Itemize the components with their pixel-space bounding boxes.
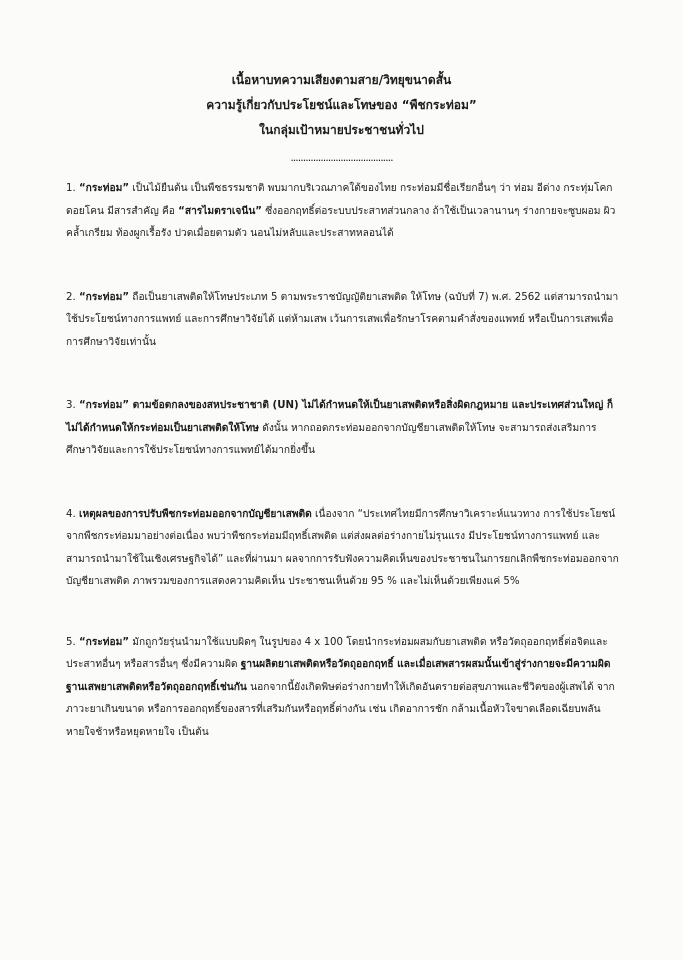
bold-term: “กระท่อม” (78, 636, 130, 648)
paragraph-text: มักถูกวัยรุ่นนำมาใช้แบบผิดๆ ในรูปของ 4 x 100 โดยนำกระท่อมผสมกับยาเสพติด หรือวัตถุออกฤทธิ์ต่อจิตและประสาทอื่นๆ หรือสารอื่นๆ ซึ่งมีความผิด (66, 636, 608, 670)
bold-statement: “กระท่อม” ตามข้อตกลงของสหประชาชาติ (UN) ไม่ได้กำหนดให้เป็นยาเสพติดหรือสิ่งผิดกฎหมาย และประเทศส่วนใหญ่ ก็ไม่ได้กำหนดให้กระท่อมเป็นยาเสพติดให้โทษ (66, 400, 613, 434)
paragraph-text: เนื่องจาก “ประเทศไทยมีการศึกษาวิเคราะห์แนวทาง การใช้ประโยชน์จากพืชกระท่อมมาอย่างต่อเนื่อง พบว่าพืชกระท่อมมีฤทธิ์เสพติด แต่ส่งผลต่อร่างกายไม่รุนแรง มีประโยชน์ทางการแพทย์ และสามารถนำมาใช้ในเชิงเศรษฐกิจได้” และที่ผ่านมา ผลจากการรับฟังความคิดเห็นของประชาชนในการยกเลิกพืชกระท่อมออกจากบัญชียาเสพติด ภาพรวมของการแสดงความคิดเห็น ประชาชนเห็นด้วย 95 % และไม่เห็นด้วยเพียงแค่ 5% (66, 508, 619, 587)
paragraph-4 (66, 504, 620, 594)
paragraph-number: 3. (66, 400, 79, 411)
paragraph-number: 4. (66, 508, 79, 520)
header-subtitle: ความรู้เกี่ยวกับประโยชน์และโทษของ “พืชกระท่อม” (206, 98, 477, 112)
document-body (66, 178, 620, 785)
bold-term: “สารไมตราเจนีน” (178, 205, 262, 217)
paragraph-2 (66, 287, 620, 355)
paragraph-text: เป็นไม้ยืนต้น เป็นพืชธรรมชาติ พบมากบริเวณภาคใต้ของไทย กระท่อมมีชื่อเรียกอื่นๆ ว่า ท่อม อีด่าง กระทุ่มโคก ดอยโคน มีสารสำคัญ คือ (66, 183, 613, 217)
paragraph-5 (66, 632, 620, 745)
paragraph-text: ถือเป็นยาเสพติดให้โทษประเภท 5 ตามพระราชบัญญัติยาเสพติด ให้โทษ (ฉบับที่ 7) พ.ศ. 2562 แต่สามารถนำมาใช้ประโยชน์ทางการแพทย์ และการศึกษาวิจัยได้ แต่ห้ามเสพ เว้นการเสพเพื่อรักษาโรคตามคำสั่งของแพทย์ หรือเป็นการเสพเพื่อการศึกษาวิจัยเท่านั้น (66, 291, 619, 348)
dotted-divider: ......................................... (290, 151, 393, 164)
paragraph-number: 2. (66, 291, 79, 303)
paragraph-1 (66, 178, 620, 246)
header-target-group: ในกลุ่มเป้าหมายประชาชนทั่วไป (259, 123, 424, 137)
paragraph-3 (66, 395, 620, 463)
paragraph-text: ดังนั้น หากถอดกระท่อมออกจากบัญชียาเสพติดให้โทษ จะสามารถส่งเสริมการศึกษาวิจัยและการใช้ประโยชน์ทางการแพทย์ได้มากยิ่งขึ้น (66, 422, 597, 456)
document-header (0, 68, 683, 167)
bold-term: “กระท่อม” (78, 183, 130, 194)
header-title: เนื้อหาบทความเสียงตามสาย/วิทยุขนาดสั้น (231, 73, 452, 87)
bold-term: “กระท่อม” (78, 291, 130, 303)
paragraph-text: นอกจากนี้ยังเกิดพิษต่อร่างกายทำให้เกิดอันตรายต่อสุขภาพและชีวิตของผู้เสพได้ จากภาวะยาเกินขนาด หรือการออกฤทธิ์ของสารที่เสริมกันหรือฤทธิ์ต่างกัน เช่น เกิดอาการชัก กล้ามเนื้อหัวใจขาดเลือดเฉียบพลัน หายใจช้าหรือหยุดหายใจ เป็นต้น (66, 681, 615, 738)
bold-statement: ฐานผลิตยาเสพติดหรือวัตถุออกฤทธิ์ และเมื่อเสพสารผสมนั้นเข้าสู่ร่างกายจะมีความผิดฐานเสพยาเสพติดหรือวัตถุออกฤทธิ์เช่นกัน (66, 659, 611, 693)
paragraph-number: 1. (66, 183, 79, 194)
bold-heading: เหตุผลของการปรับพืชกระท่อมออกจากบัญชียาเสพติด (78, 508, 312, 520)
paragraph-number: 5. (66, 636, 79, 648)
paragraph-text: ซึ่งออกฤทธิ์ต่อระบบประสาทส่วนกลาง ถ้าใช้เป็นเวลานานๆ ร่างกายจะซูบผอม ผิวคล้ำเกรียม ท้องผูกเรื้อรัง ปวดเมื่อยตามตัว นอนไม่หลับและประสาทหลอนได้ (66, 205, 616, 239)
